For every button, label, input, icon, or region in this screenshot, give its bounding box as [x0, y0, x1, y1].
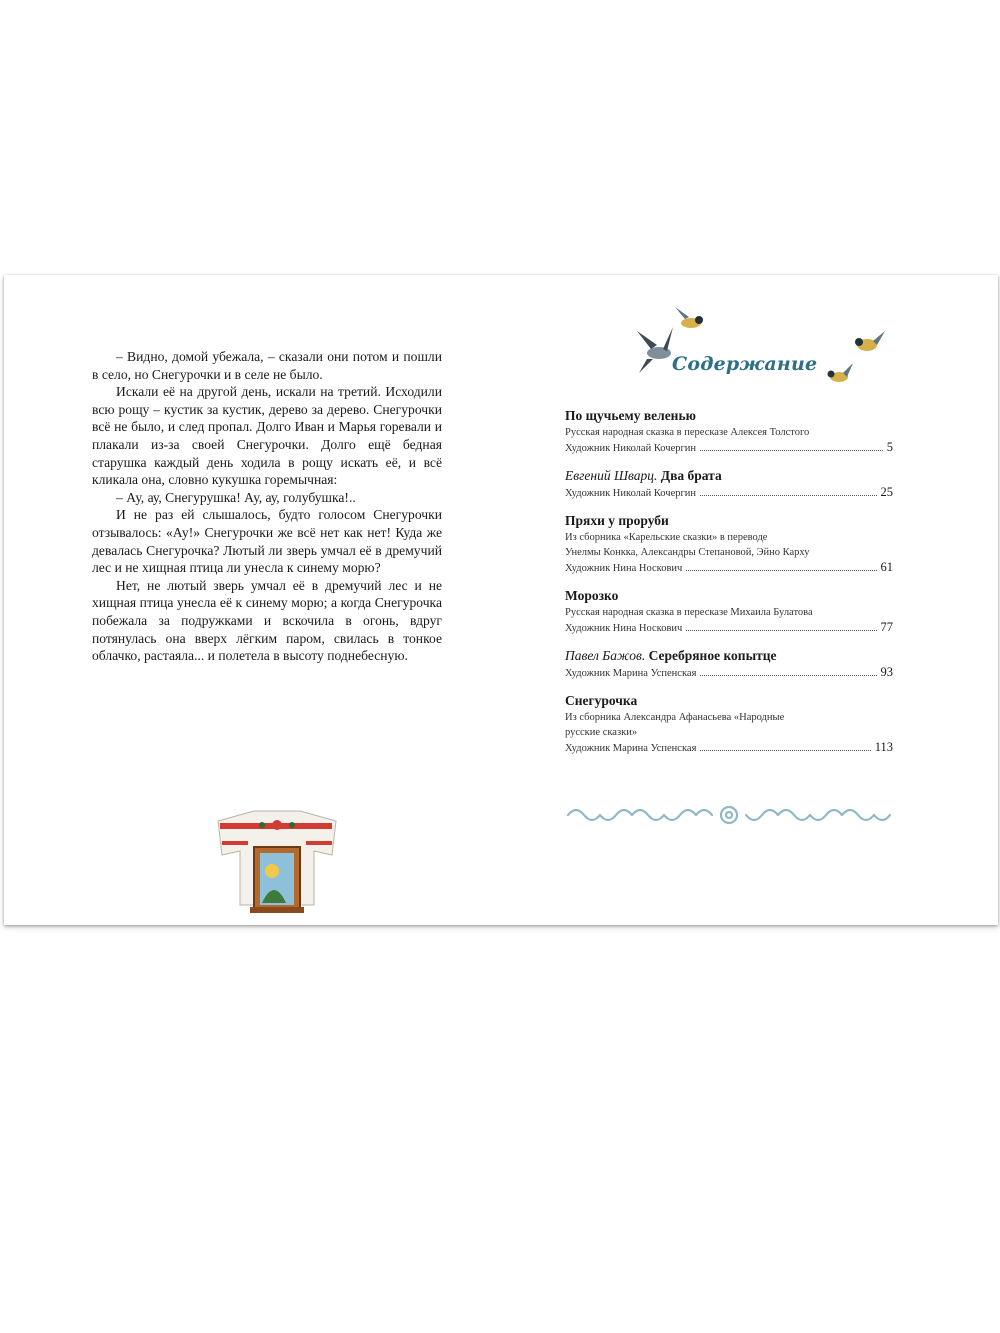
paragraph: – Видно, домой убежала, – сказали они потом и пошли в село, но Снегурочки и в селе не было. [92, 349, 442, 382]
entry-artist: Художник Нина Носкович [565, 563, 683, 574]
toc-entry[interactable] [565, 587, 893, 636]
page-number: 93 [880, 665, 893, 679]
dot-leader [700, 675, 876, 676]
entry-note: Из сборника Александра Афанасьева «Народные [565, 712, 785, 723]
page-number: 5 [886, 440, 893, 454]
toc-entry[interactable] [565, 692, 893, 756]
page-number: 61 [880, 560, 893, 574]
dot-leader [686, 630, 876, 631]
contents-heading: Содержание [672, 353, 818, 375]
entry-note: Русская народная сказка в пересказе Михаила Булатова [565, 607, 813, 618]
entry-note: Русская народная сказка в пересказе Алексея Толстого [565, 427, 810, 438]
embroidered-shirt-illustration [214, 807, 340, 917]
paragraph: И не раз ей слышалось, будто голосом Снегурочки отзывалось: «Ау!» Снегурочки же всё нет как нет! Куда же девалась Снегурочка? Лютый ли зверь умчал её в дремучий лес и не хищная птица ли унесла к синему морю? [92, 507, 442, 576]
entry-artist: Художник Николай Кочергин [565, 443, 697, 454]
entry-artist: Художник Марина Успенская [565, 668, 697, 679]
entry-title: Снегурочка [565, 693, 638, 708]
entry-artist: Художник Нина Носкович [565, 623, 683, 634]
paragraph: Искали её на другой день, искали на третий. Исходили всю рощу – кустик за кустик, дерево за дерево. Снегурочки всё не было, и след пропал. Долго Иван и Марья горевали и плакали из-за своей Снегурочки. Долго ещё бедная старушка каждый день ходила в рощу искать её, и всё кликала она, словно кукушка горемычная: [92, 384, 442, 488]
entry-artist: Художник Николай Кочергин [565, 488, 697, 499]
book-spread [4, 275, 998, 925]
page-number: 113 [874, 740, 893, 754]
entry-author: Евгений Шварц. [565, 468, 658, 483]
entry-title: Два брата [660, 468, 722, 483]
ornament-divider [562, 802, 896, 828]
toc-entry[interactable] [565, 647, 893, 681]
entry-title: По щучьему веленью [565, 408, 696, 423]
toc-entry[interactable] [565, 467, 893, 501]
dot-leader [700, 495, 876, 496]
entry-note: русские сказки» [565, 727, 638, 738]
page-number: 25 [880, 485, 893, 499]
entry-title: Морозко [565, 588, 619, 603]
paragraph: – Ау, ау, Снегурушка! Ау, ау, голубушка!.. [116, 489, 356, 505]
entry-title: Серебряное копытце [648, 648, 777, 663]
birds-illustration [629, 301, 899, 391]
story-text [92, 348, 442, 665]
page-number: 77 [880, 620, 893, 634]
dot-leader [686, 570, 876, 571]
entry-author: Павел Бажов. [565, 648, 646, 663]
entry-title: Пряхи у проруби [565, 513, 669, 528]
entry-artist: Художник Марина Успенская [565, 743, 697, 754]
toc-entry[interactable] [565, 407, 893, 456]
paragraph: Нет, не лютый зверь умчал её в дремучий лес и не хищная птица унесла её к синему морю; а когда Снегурочка побежала за подружками и вскочила в огонь, вдруг потянулась она вверх лёгким паром, свилась в тонкое облачко, растаяла... и полетела в высоту поднебесную. [92, 577, 442, 664]
entry-note: Из сборника «Карельские сказки» в переводе [565, 532, 768, 543]
dot-leader [700, 750, 870, 751]
toc-entry[interactable] [565, 512, 893, 576]
dot-leader [700, 450, 883, 451]
table-of-contents [565, 407, 893, 767]
entry-note: Унелмы Конкка, Александры Степановой, Эйно Карху [565, 547, 810, 558]
